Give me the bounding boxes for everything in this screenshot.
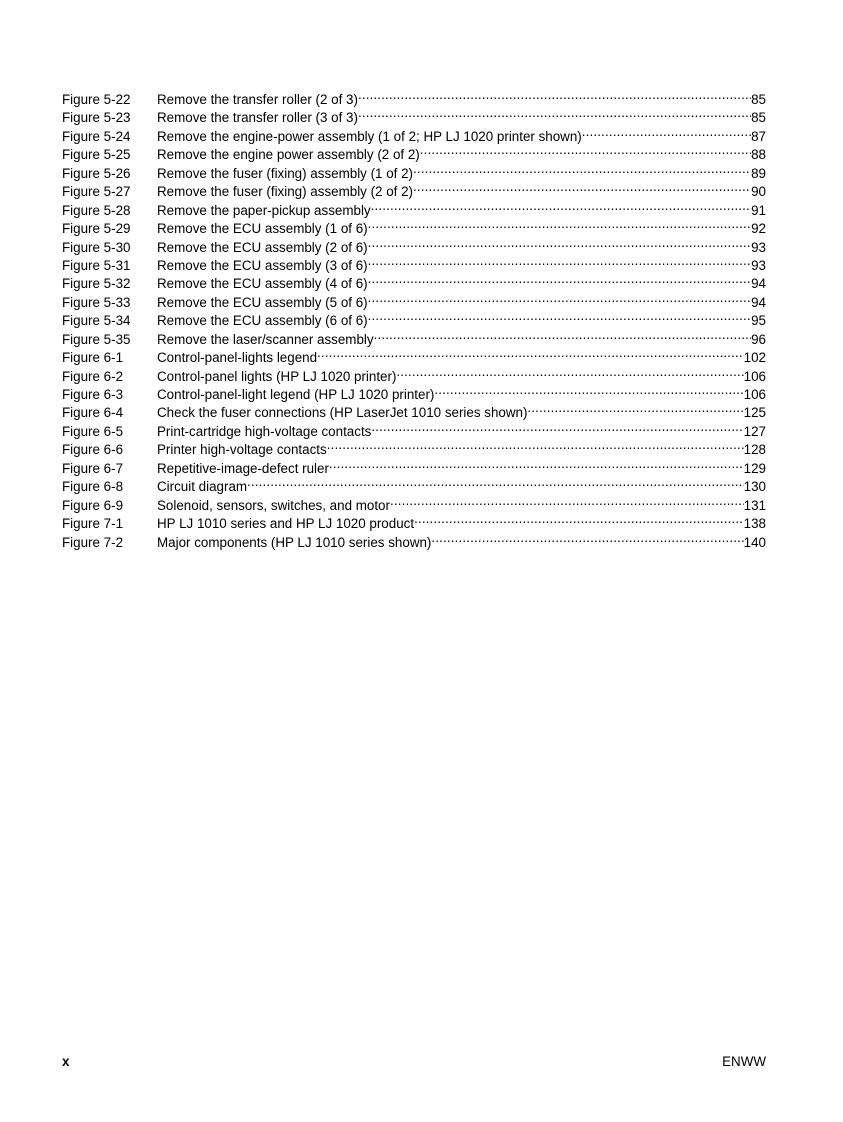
- document-code: ENWW: [722, 1054, 766, 1069]
- figure-label: Figure 6-8: [62, 479, 124, 495]
- dot-leader: [413, 178, 751, 196]
- dot-leader: [413, 160, 751, 178]
- figure-title: Solenoid, sensors, switches, and motor: [157, 497, 390, 513]
- figure-label: Figure 5-22: [62, 92, 131, 107]
- figure-page-number: 102: [743, 350, 766, 366]
- figure-label: Figure 5-28: [62, 202, 131, 218]
- dot-leader: [368, 289, 751, 307]
- dot-leader: [396, 363, 743, 381]
- figure-label: Figure 5-31: [62, 257, 131, 273]
- dot-leader: [431, 529, 743, 547]
- figure-title: HP LJ 1010 series and HP LJ 1020 product: [157, 516, 415, 532]
- figure-title: Check the fuser connections (HP LaserJet 1010 series shown): [157, 405, 528, 421]
- figure-title: Remove the laser/scanner assembly: [157, 331, 374, 347]
- figure-title: Remove the transfer roller (2 of 3): [157, 92, 358, 107]
- figure-page-number: 138: [743, 516, 766, 532]
- figure-title: Remove the transfer roller (3 of 3): [157, 110, 358, 126]
- figure-title: Remove the ECU assembly (1 of 6): [157, 221, 368, 237]
- dot-leader: [420, 141, 751, 159]
- figure-title: Remove the fuser (fixing) assembly (2 of 2): [157, 184, 414, 200]
- figure-page-number: 88: [751, 147, 766, 163]
- figure-title: Major components (HP LJ 1010 series shown): [157, 534, 432, 550]
- figure-label: Figure 7-2: [62, 534, 124, 550]
- dot-leader: [368, 307, 751, 325]
- figure-page-number: 94: [751, 276, 766, 292]
- figure-title: Circuit diagram: [157, 479, 248, 495]
- figure-label: Figure 6-2: [62, 368, 124, 384]
- figure-label: Figure 5-34: [62, 313, 131, 329]
- figure-title: Remove the paper-pickup assembly: [157, 202, 371, 218]
- figure-page-number: 128: [743, 442, 766, 458]
- dot-leader: [434, 381, 743, 399]
- dot-leader: [368, 270, 751, 288]
- figure-label: Figure 6-7: [62, 460, 124, 476]
- dot-leader: [414, 510, 744, 528]
- figure-label: Figure 6-1: [62, 350, 124, 366]
- figure-page-number: 87: [751, 128, 766, 144]
- figure-label: Figure 7-1: [62, 516, 124, 532]
- figure-title: Remove the ECU assembly (3 of 6): [157, 257, 368, 273]
- dot-leader: [247, 473, 744, 491]
- figure-title: Remove the engine power assembly (2 of 2): [157, 147, 420, 163]
- dot-leader: [327, 436, 744, 454]
- figure-label: Figure 5-32: [62, 276, 131, 292]
- figure-label: Figure 6-9: [62, 497, 124, 513]
- figure-page-number: 94: [751, 294, 766, 310]
- dot-leader: [368, 252, 751, 270]
- dot-leader: [368, 215, 751, 233]
- dot-leader: [317, 344, 744, 362]
- dot-leader: [374, 326, 752, 344]
- figure-title: Control-panel lights (HP LJ 1020 printer): [157, 368, 397, 384]
- figure-page-number: 125: [743, 405, 766, 421]
- figure-page-number: 106: [743, 387, 766, 402]
- figure-title: Printer high-voltage contacts: [157, 442, 327, 458]
- figure-page-number: 85: [751, 110, 766, 126]
- figure-page-number: 131: [743, 497, 766, 513]
- figure-title: Control-panel-light legend (HP LJ 1020 printer): [157, 387, 435, 402]
- dot-leader: [368, 234, 751, 252]
- figure-page-number: 140: [743, 534, 766, 550]
- figure-title: Remove the ECU assembly (5 of 6): [157, 294, 368, 310]
- figure-label: Figure 5-27: [62, 184, 131, 200]
- figure-title: Remove the ECU assembly (4 of 6): [157, 276, 368, 292]
- figure-page-number: 129: [743, 460, 766, 476]
- figure-label: Figure 6-5: [62, 423, 124, 439]
- figure-page-number: 130: [743, 479, 766, 495]
- dot-leader: [582, 123, 751, 141]
- figure-page-number: 89: [751, 165, 766, 181]
- figure-page-number: 90: [751, 184, 766, 200]
- figure-page-number: 93: [751, 257, 766, 273]
- figure-title: Repetitive-image-defect ruler: [157, 460, 329, 476]
- figure-label: Figure 5-30: [62, 239, 131, 255]
- figure-label: Figure 5-33: [62, 294, 131, 310]
- figure-title: Remove the ECU assembly (6 of 6): [157, 313, 368, 329]
- figure-title: Remove the ECU assembly (2 of 6): [157, 239, 368, 255]
- page-number: x: [62, 1054, 70, 1069]
- figure-page-number: 92: [751, 221, 766, 237]
- figure-page-number: 93: [751, 239, 766, 255]
- figure-page-number: 106: [743, 368, 766, 384]
- dot-leader: [390, 492, 744, 510]
- figure-label: Figure 6-6: [62, 442, 124, 458]
- figure-title: Print-cartridge high-voltage contacts: [157, 423, 372, 439]
- figure-title: Remove the fuser (fixing) assembly (1 of 2): [157, 165, 414, 181]
- figure-label: Figure 5-23: [62, 110, 131, 126]
- dot-leader: [527, 399, 743, 417]
- figure-page-number: 85: [751, 92, 766, 107]
- figure-label: Figure 5-25: [62, 147, 131, 163]
- figure-label: Figure 6-4: [62, 405, 124, 421]
- figure-label: Figure 5-29: [62, 221, 131, 237]
- dot-leader: [371, 197, 751, 215]
- figure-page-number: 96: [751, 331, 766, 347]
- figure-label: Figure 5-35: [62, 331, 131, 347]
- figure-page-number: 95: [751, 313, 766, 329]
- dot-leader: [358, 104, 751, 122]
- figure-label: Figure 5-26: [62, 165, 131, 181]
- table-of-figures: [62, 86, 766, 550]
- dot-leader: [358, 86, 751, 104]
- figure-page-number: 91: [751, 202, 766, 218]
- toc-entry[interactable]: [62, 86, 766, 107]
- figure-title: Remove the engine-power assembly (1 of 2; HP LJ 1020 printer shown): [157, 128, 582, 144]
- figure-page-number: 127: [743, 423, 766, 439]
- figure-label: Figure 5-24: [62, 128, 131, 144]
- dot-leader: [329, 455, 744, 473]
- figure-label: Figure 6-3: [62, 387, 124, 402]
- dot-leader: [371, 418, 743, 436]
- figure-title: Control-panel-lights legend: [157, 350, 318, 366]
